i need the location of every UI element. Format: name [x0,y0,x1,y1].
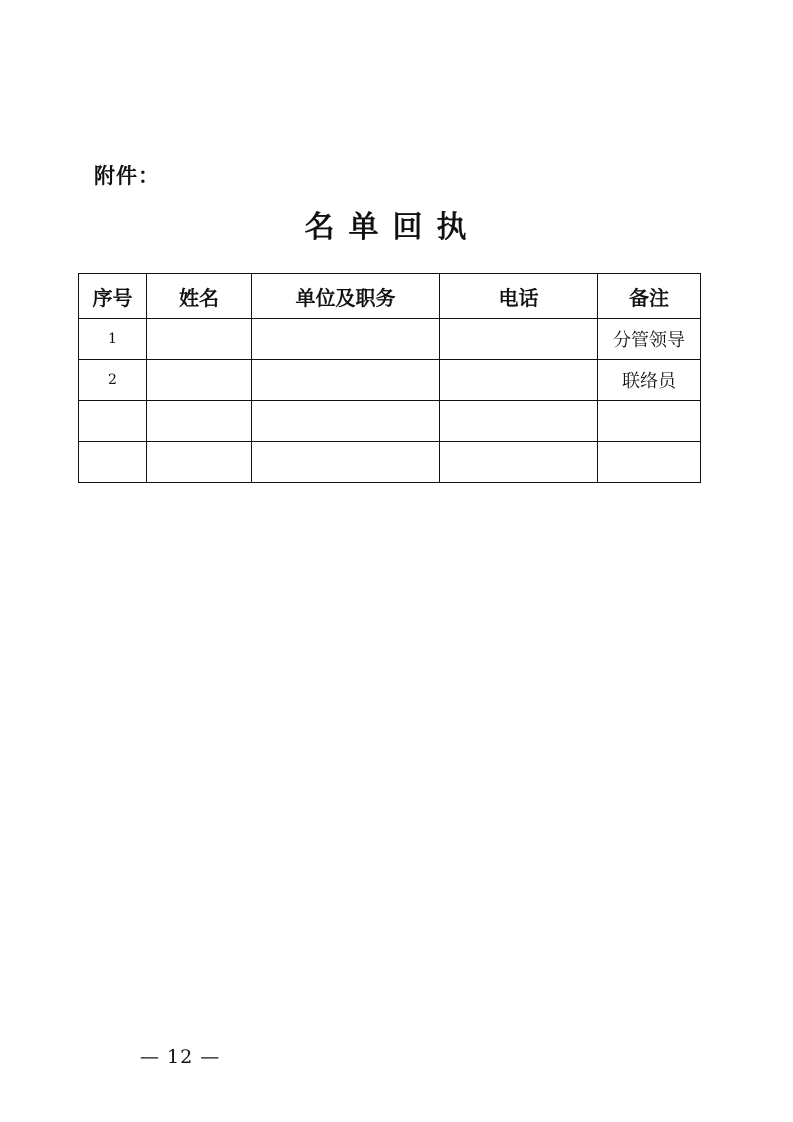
cell-remarks [598,442,701,483]
cell-remarks [598,401,701,442]
table-row [79,360,701,401]
attachment-label: 附件： [94,164,160,188]
header-name: 姓名 [147,274,252,319]
cell-phone [440,360,598,401]
cell-unit-and-position [252,360,440,401]
cell-phone [440,442,598,483]
cell-phone [440,401,598,442]
cell-unit-and-position [252,442,440,483]
cell-serial-number [79,401,147,442]
table-row [79,319,701,360]
cell-serial-number: 2 [79,360,147,401]
header-remarks: 备注 [598,274,701,319]
document-title: 名单回执 [304,210,481,245]
cell-unit-and-position [252,401,440,442]
cell-name [147,360,252,401]
header-serial-number: 序号 [79,274,147,319]
cell-phone [440,319,598,360]
cell-name [147,401,252,442]
table-row [79,401,701,442]
cell-remarks: 分管领导 [598,319,701,360]
cell-serial-number [79,442,147,483]
header-unit-and-position: 单位及职务 [252,274,440,319]
cell-name [147,319,252,360]
page-number: — 12 — [140,1046,221,1068]
table-header-row [79,274,701,319]
header-phone: 电话 [440,274,598,319]
cell-remarks: 联络员 [598,360,701,401]
table-row [79,442,701,483]
cell-unit-and-position [252,319,440,360]
roster-table [78,273,701,483]
cell-serial-number: 1 [79,319,147,360]
cell-name [147,442,252,483]
